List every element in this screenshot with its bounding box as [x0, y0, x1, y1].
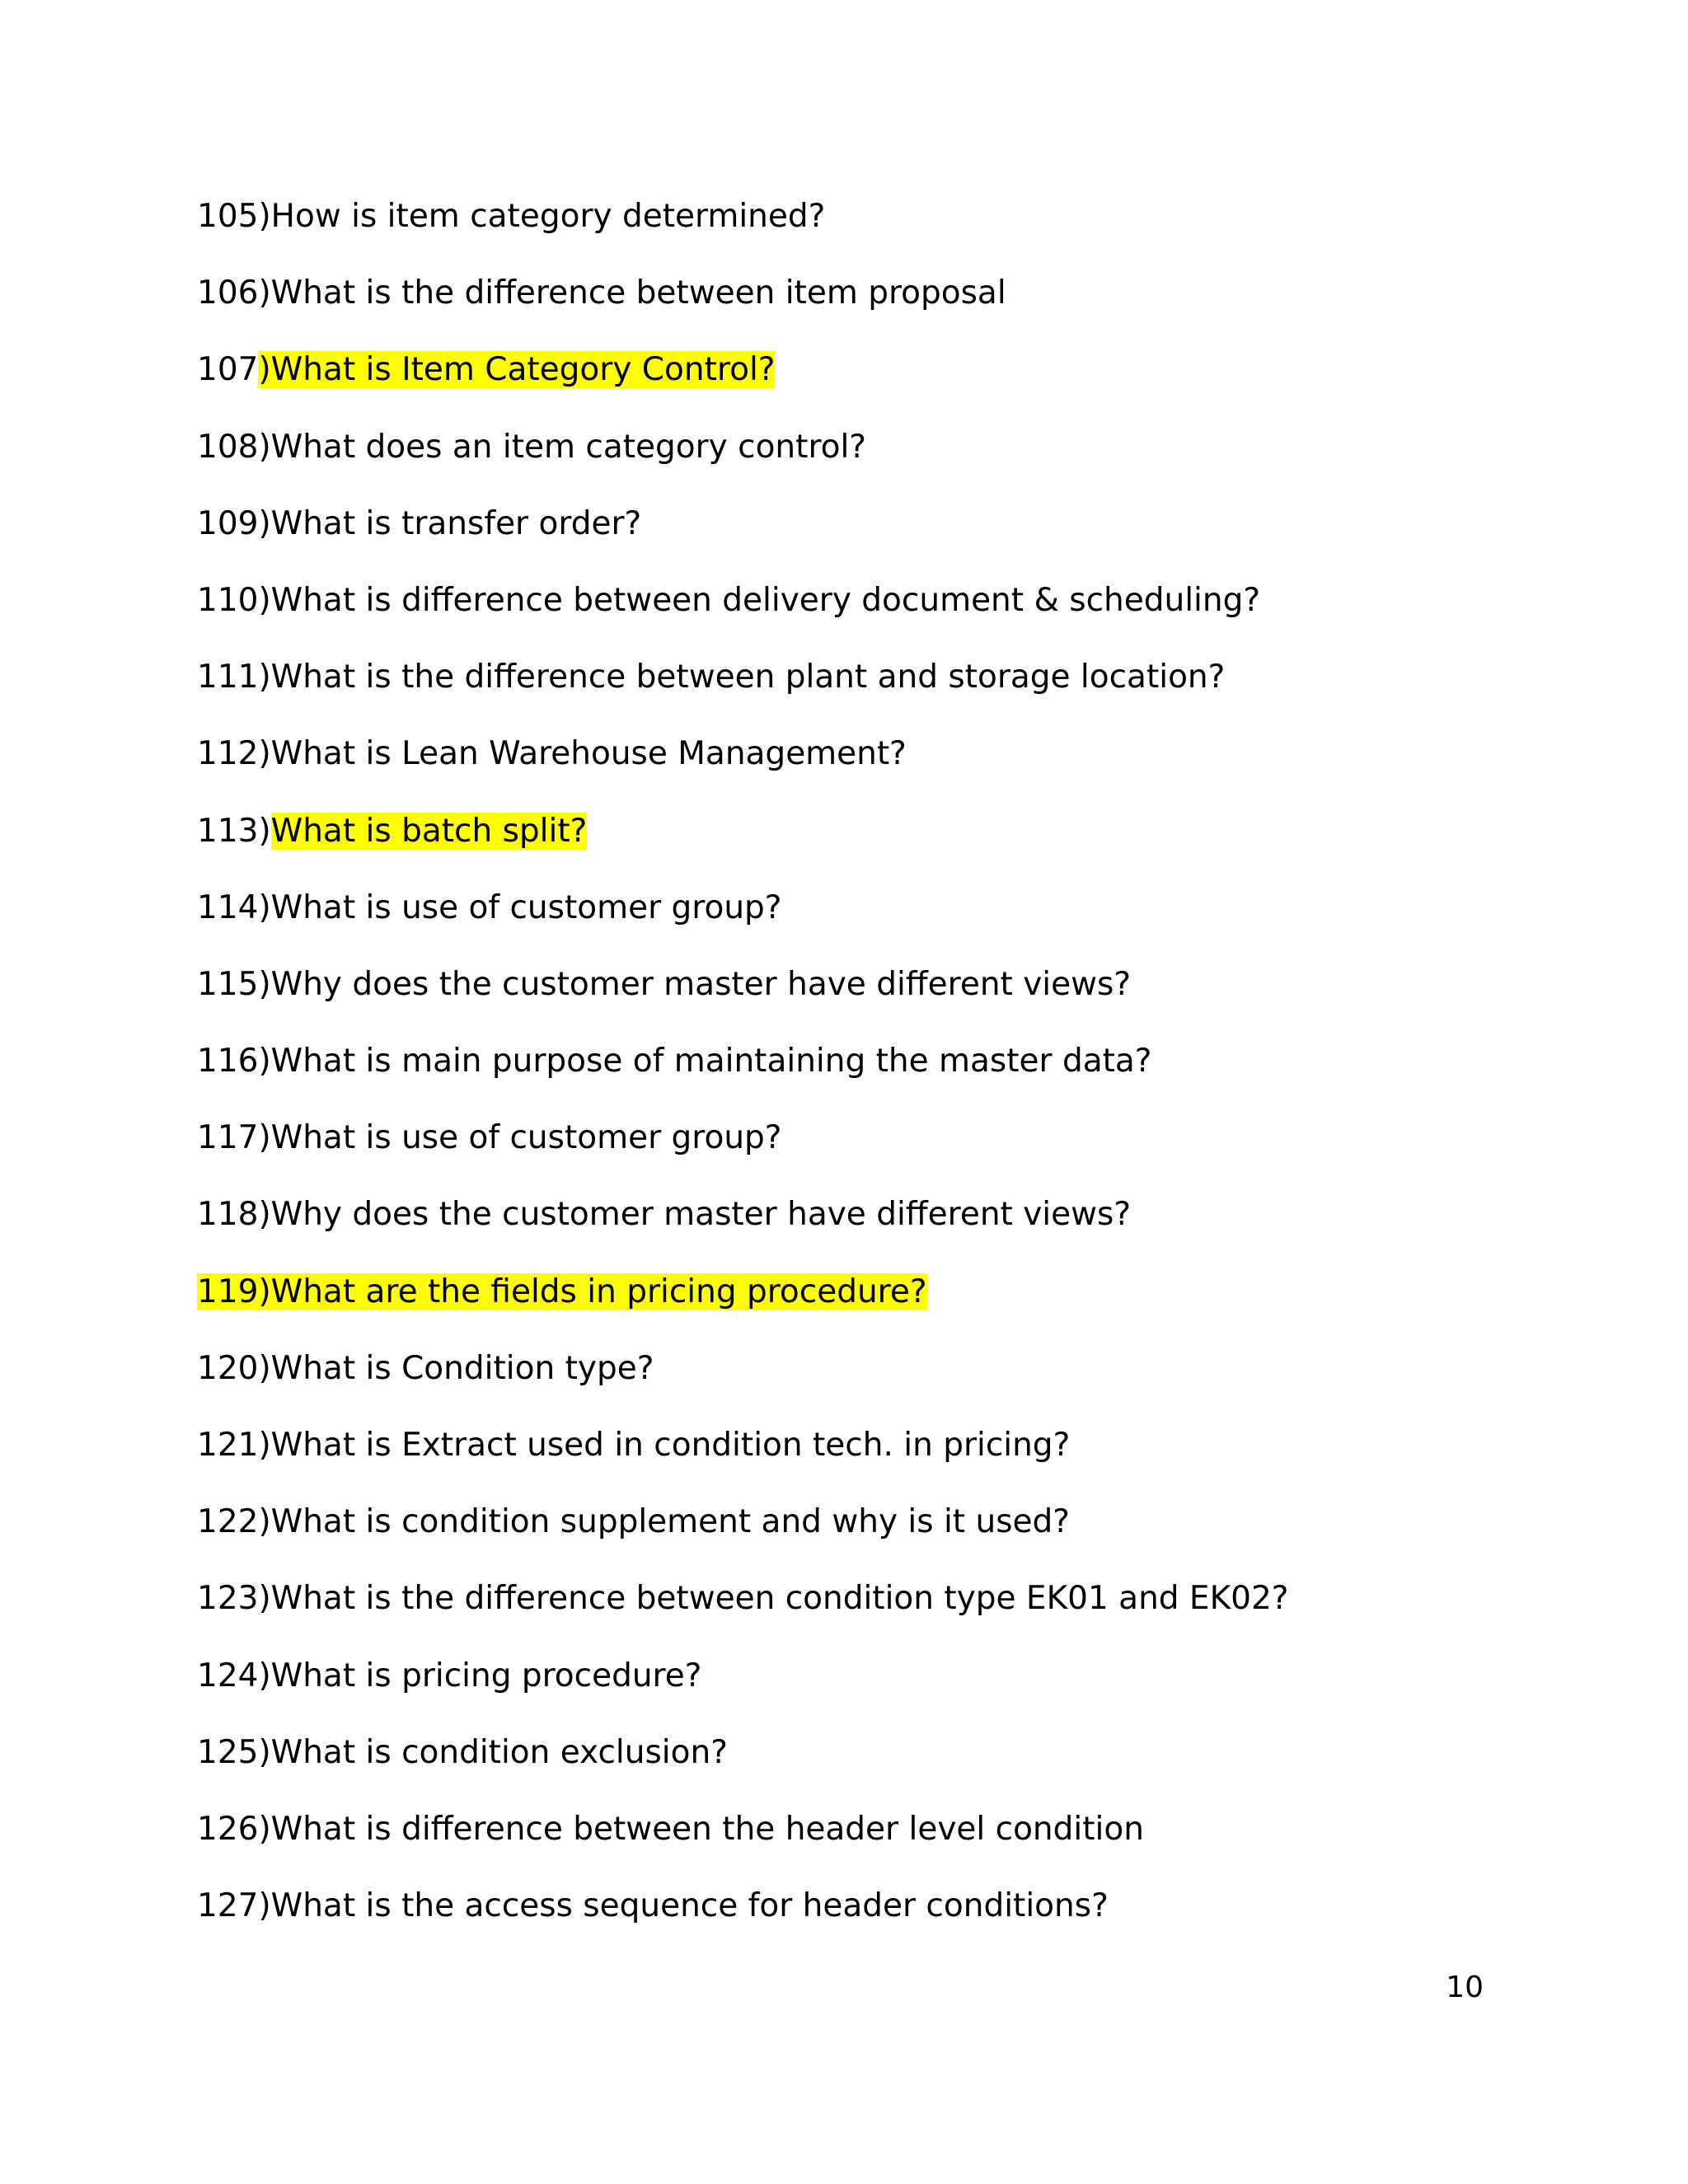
question-text: 115)Why does the customer master have different views? — [197, 965, 1132, 1003]
question-text: 124)What is pricing procedure? — [197, 1657, 702, 1694]
question-item — [197, 1118, 1598, 1194]
question-text: 117)What is use of customer group? — [197, 1119, 782, 1157]
question-text: 127)What is the access sequence for header conditions? — [197, 1887, 1109, 1925]
question-text: 106)What is the difference between item proposal — [197, 274, 1006, 312]
question-item — [197, 1732, 1598, 1809]
question-highlight: )What is Item Category Control? — [258, 351, 776, 389]
question-text: 112)What is Lean Warehouse Management? — [197, 735, 907, 773]
question-item — [197, 1656, 1598, 1732]
question-item — [197, 1502, 1598, 1578]
question-text: 111)What is the difference between plant and storage location? — [197, 658, 1226, 696]
question-item — [197, 811, 1598, 888]
question-item — [197, 1425, 1598, 1502]
question-text: 108)What does an item category control? — [197, 428, 867, 466]
question-text: 107 — [197, 351, 259, 389]
question-item — [197, 1348, 1598, 1425]
question-item — [197, 349, 1598, 426]
question-text: 109)What is transfer order? — [197, 504, 642, 542]
question-text: 110)What is difference between delivery document & scheduling? — [197, 581, 1261, 619]
question-item — [197, 1272, 1598, 1348]
question-item — [197, 1886, 1598, 1962]
question-text: 105)How is item category determined? — [197, 198, 826, 235]
question-text: 125)What is condition exclusion? — [197, 1733, 728, 1771]
question-list — [197, 196, 1598, 1962]
question-item — [197, 657, 1598, 733]
question-text: 118)Why does the customer master have different views? — [197, 1196, 1132, 1234]
page-number: 10 — [1446, 1971, 1484, 2004]
question-item — [197, 964, 1598, 1041]
question-item — [197, 580, 1598, 657]
question-item — [197, 1809, 1598, 1886]
question-text: 120)What is Condition type? — [197, 1349, 654, 1387]
question-text: 123)What is the difference between condition type EK01 and EK02? — [197, 1580, 1289, 1618]
question-text: 114)What is use of customer group? — [197, 888, 782, 926]
question-text: 126)What is difference between the header level condition — [197, 1810, 1144, 1848]
question-item — [197, 1578, 1598, 1655]
question-highlight: What is batch split? — [270, 812, 588, 850]
question-item — [197, 1041, 1598, 1118]
question-item — [197, 504, 1598, 580]
question-item — [197, 196, 1598, 273]
question-item — [197, 733, 1598, 810]
question-highlight: 119)What are the fields in pricing procedure? — [197, 1272, 927, 1310]
question-item — [197, 1194, 1598, 1271]
question-item — [197, 427, 1598, 504]
question-text: 113) — [197, 812, 271, 850]
question-text: 116)What is main purpose of maintaining the master data? — [197, 1043, 1152, 1080]
question-text: 122)What is condition supplement and why is it used? — [197, 1503, 1070, 1541]
question-item — [197, 888, 1598, 964]
question-text: 121)What is Extract used in condition tech. in pricing? — [197, 1427, 1071, 1464]
question-item — [197, 273, 1598, 349]
